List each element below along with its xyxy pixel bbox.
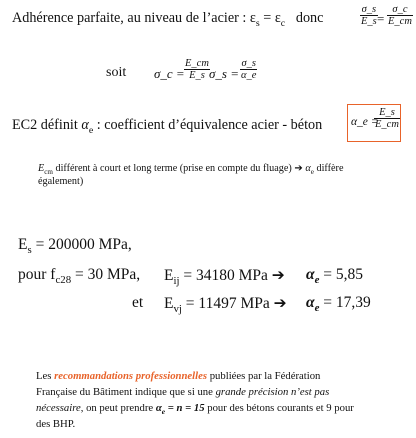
frac-denominator: E_cm [388, 16, 412, 27]
frac-denominator: E_s [361, 16, 377, 27]
donc-label: donc [295, 10, 324, 26]
paragraph-line-2: Française du Bâtiment indique que si une grande précision n’est pas [36, 386, 330, 398]
paragraph-line-1: Les recommandations professionnelles publiées par la Fédération [36, 370, 321, 382]
ecm-note: $E_{cm}$ différent à court et long terme (prise en compte du fluage) ➔ $\alpha_e$ diffère [38, 163, 344, 177]
frac-numerator: σ_c [392, 4, 408, 15]
ec2-definition: EC2 définit $\alpha_e$ : coefficient d’équivalence acier - béton [12, 117, 323, 136]
sigma-s-equals: σ_s = [209, 66, 239, 81]
paragraph-line-3: nécessaire, on peut prendre $\alpha_e = n = 15$ pour des bétons courants et 9 pour [36, 402, 354, 417]
paragraph-line-4: des BHP. [36, 418, 76, 430]
alpha-e-long-term: $\alpha_e = 17,39$ [306, 294, 371, 315]
es-value: $E_s = 200000$ MPa, [18, 236, 132, 257]
alpha-e-equals: α_e = [351, 116, 379, 128]
et-label: et [132, 294, 144, 311]
soit-label: soit [106, 65, 127, 80]
fc28-row: pour $f_{c28} = 30$ MPa, [18, 266, 141, 287]
recommandations-emphasis: recommandations professionnelles [54, 370, 208, 382]
frac-numerator: σ_s [361, 4, 377, 15]
fraction-es-ecm: E_s E_cm [375, 107, 399, 130]
alpha-e-short-term: $\alpha_e = 5,85$ [306, 266, 364, 287]
fraction-sigma-c-ecm [387, 4, 413, 27]
fraction-sigma-s-alpha: σ_s α_e [241, 58, 257, 81]
line-adherence: Adhérence parfaite, au niveau de l’acier : $\varepsilon_s = \varepsilon_c$ donc [12, 10, 324, 29]
fraction-ecm-es: E_cm E_s [185, 58, 209, 81]
fraction-sigma-s-es [360, 4, 378, 27]
sigma-c-equals: σ_c = [154, 66, 185, 81]
eij-value: $E_{ij} = 34180$ MPa ➔ [164, 267, 285, 288]
ecm-note-line2: également) [38, 176, 84, 187]
equals-sign: = [377, 11, 385, 26]
evj-value: $E_{vj} = 11497$ MPa ➔ [164, 295, 287, 316]
